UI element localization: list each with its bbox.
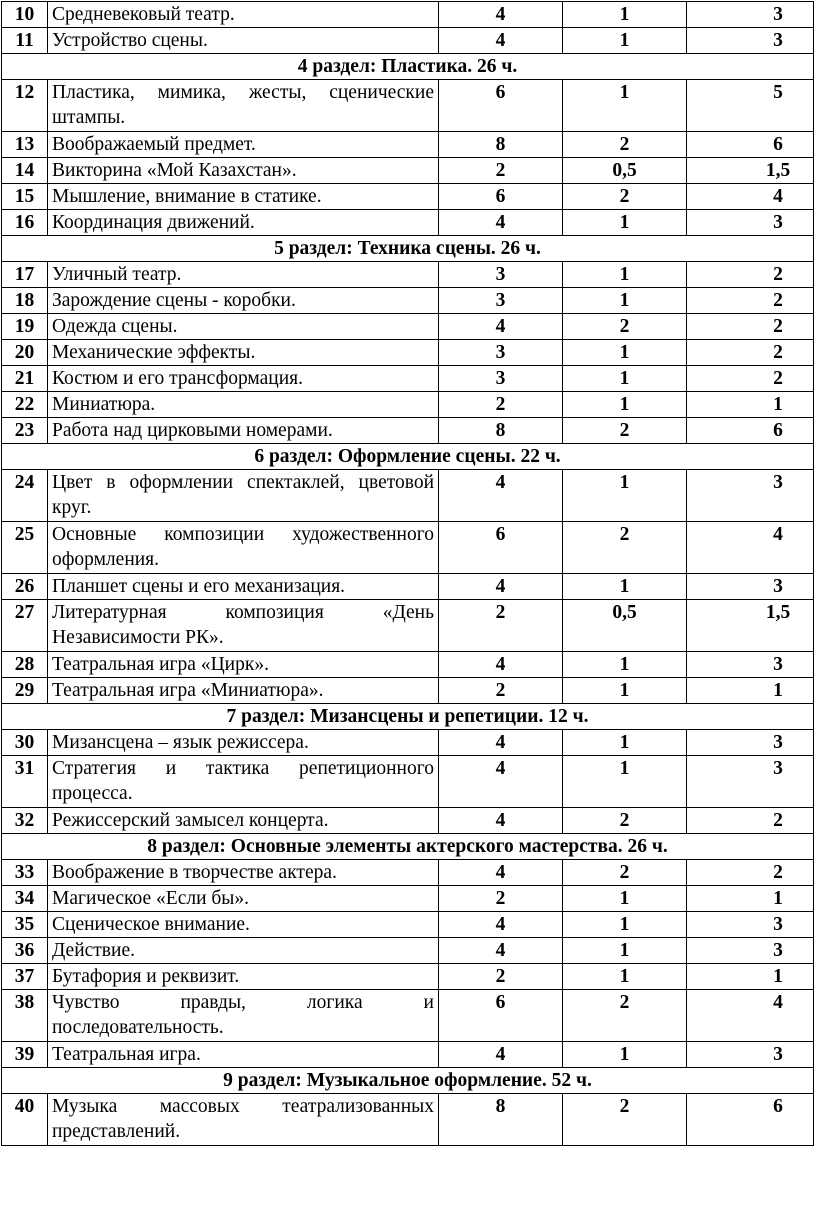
hours-theory: 1 — [563, 366, 687, 392]
hours-practice: 3 — [687, 470, 814, 522]
lesson-topic: Стратегия и тактика репетиционного процесса. — [48, 756, 439, 808]
lesson-topic: Основные композиции художественного оформления. — [48, 522, 439, 574]
hours-theory: 1 — [563, 1042, 687, 1068]
lesson-topic: Музыка массовых театрализованных представлений. — [48, 1094, 439, 1146]
lesson-number: 27 — [2, 600, 48, 652]
hours-total: 2 — [439, 392, 563, 418]
hours-theory: 1 — [563, 392, 687, 418]
hours-theory: 2 — [563, 132, 687, 158]
section-title: 9 раздел: Музыкальное оформление. 52 ч. — [2, 1068, 814, 1094]
lesson-topic: Театральная игра «Миниатюра». — [48, 678, 439, 704]
lesson-number: 23 — [2, 418, 48, 444]
lesson-number: 15 — [2, 184, 48, 210]
lesson-topic: Зарождение сцены - коробки. — [48, 288, 439, 314]
table-row — [2, 184, 814, 210]
hours-total: 4 — [439, 860, 563, 886]
hours-total: 6 — [439, 990, 563, 1042]
table-row — [2, 938, 814, 964]
hours-practice: 3 — [687, 912, 814, 938]
hours-practice: 4 — [687, 522, 814, 574]
lesson-topic: Одежда сцены. — [48, 314, 439, 340]
hours-practice: 5 — [687, 80, 814, 132]
lesson-number: 37 — [2, 964, 48, 990]
lesson-number: 39 — [2, 1042, 48, 1068]
lesson-number: 18 — [2, 288, 48, 314]
hours-theory: 1 — [563, 756, 687, 808]
hours-theory: 1 — [563, 652, 687, 678]
lesson-topic: Викторина «Мой Казахстан». — [48, 158, 439, 184]
hours-practice: 6 — [687, 132, 814, 158]
hours-practice: 4 — [687, 990, 814, 1042]
lesson-topic: Режиссерский замысел концерта. — [48, 808, 439, 834]
hours-theory: 1 — [563, 288, 687, 314]
hours-practice: 2 — [687, 808, 814, 834]
lesson-number: 36 — [2, 938, 48, 964]
lesson-topic: Миниатюра. — [48, 392, 439, 418]
hours-total: 4 — [439, 210, 563, 236]
hours-practice: 4 — [687, 184, 814, 210]
hours-total: 2 — [439, 600, 563, 652]
table-row — [2, 470, 814, 522]
lesson-topic: Координация движений. — [48, 210, 439, 236]
section-header-row — [2, 834, 814, 860]
hours-theory: 2 — [563, 314, 687, 340]
section-header-row — [2, 54, 814, 80]
table-row — [2, 912, 814, 938]
lesson-number: 24 — [2, 470, 48, 522]
lesson-number: 19 — [2, 314, 48, 340]
hours-total: 2 — [439, 158, 563, 184]
hours-total: 8 — [439, 1094, 563, 1146]
lesson-topic: Мизансцена – язык режиссера. — [48, 730, 439, 756]
table-row — [2, 366, 814, 392]
lesson-topic: Работа над цирковыми номерами. — [48, 418, 439, 444]
hours-practice: 2 — [687, 262, 814, 288]
lesson-number: 29 — [2, 678, 48, 704]
lesson-number: 20 — [2, 340, 48, 366]
table-row — [2, 730, 814, 756]
table-row — [2, 262, 814, 288]
hours-theory: 1 — [563, 938, 687, 964]
lesson-number: 31 — [2, 756, 48, 808]
hours-practice: 1 — [687, 392, 814, 418]
table-row — [2, 990, 814, 1042]
lesson-number: 14 — [2, 158, 48, 184]
hours-total: 4 — [439, 808, 563, 834]
table-row — [2, 522, 814, 574]
hours-practice: 2 — [687, 314, 814, 340]
table-row — [2, 964, 814, 990]
hours-practice: 6 — [687, 418, 814, 444]
table-row — [2, 158, 814, 184]
lesson-topic: Мышление, внимание в статике. — [48, 184, 439, 210]
hours-theory: 0,5 — [563, 158, 687, 184]
hours-theory: 1 — [563, 210, 687, 236]
lesson-number: 11 — [2, 28, 48, 54]
hours-practice: 1 — [687, 678, 814, 704]
hours-theory: 2 — [563, 522, 687, 574]
lesson-topic: Воображаемый предмет. — [48, 132, 439, 158]
lesson-topic: Уличный театр. — [48, 262, 439, 288]
hours-total: 3 — [439, 288, 563, 314]
lesson-topic: Воображение в творчестве актера. — [48, 860, 439, 886]
table-row — [2, 132, 814, 158]
lesson-topic: Действие. — [48, 938, 439, 964]
lesson-topic: Литературная композиция «День Независимости РК». — [48, 600, 439, 652]
hours-practice: 2 — [687, 860, 814, 886]
hours-theory: 1 — [563, 730, 687, 756]
lesson-number: 35 — [2, 912, 48, 938]
hours-total: 2 — [439, 678, 563, 704]
lesson-number: 30 — [2, 730, 48, 756]
lesson-number: 26 — [2, 574, 48, 600]
hours-practice: 1 — [687, 886, 814, 912]
table-row — [2, 574, 814, 600]
hours-total: 4 — [439, 938, 563, 964]
hours-theory: 1 — [563, 964, 687, 990]
hours-total: 6 — [439, 80, 563, 132]
table-row — [2, 28, 814, 54]
table-row — [2, 210, 814, 236]
hours-theory: 2 — [563, 860, 687, 886]
hours-theory: 2 — [563, 990, 687, 1042]
lesson-number: 10 — [2, 2, 48, 28]
section-title: 7 раздел: Мизансцены и репетиции. 12 ч. — [2, 704, 814, 730]
hours-theory: 1 — [563, 574, 687, 600]
hours-practice: 3 — [687, 730, 814, 756]
table-row — [2, 314, 814, 340]
hours-theory: 1 — [563, 80, 687, 132]
lesson-topic: Устройство сцены. — [48, 28, 439, 54]
lesson-topic: Механические эффекты. — [48, 340, 439, 366]
hours-total: 6 — [439, 522, 563, 574]
section-title: 4 раздел: Пластика. 26 ч. — [2, 54, 814, 80]
hours-total: 4 — [439, 2, 563, 28]
hours-practice: 3 — [687, 2, 814, 28]
table-row — [2, 678, 814, 704]
section-header-row — [2, 704, 814, 730]
section-title: 8 раздел: Основные элементы актерского мастерства. 26 ч. — [2, 834, 814, 860]
section-header-row — [2, 444, 814, 470]
hours-practice: 2 — [687, 340, 814, 366]
lesson-number: 34 — [2, 886, 48, 912]
hours-total: 4 — [439, 574, 563, 600]
hours-practice: 3 — [687, 1042, 814, 1068]
lesson-topic: Планшет сцены и его механизация. — [48, 574, 439, 600]
table-row — [2, 288, 814, 314]
hours-practice: 3 — [687, 938, 814, 964]
table-row — [2, 600, 814, 652]
lesson-topic: Магическое «Если бы». — [48, 886, 439, 912]
section-title: 5 раздел: Техника сцены. 26 ч. — [2, 236, 814, 262]
hours-total: 4 — [439, 912, 563, 938]
lesson-number: 33 — [2, 860, 48, 886]
lesson-topic: Бутафория и реквизит. — [48, 964, 439, 990]
lesson-topic: Пластика, мимика, жесты, сценические штампы. — [48, 80, 439, 132]
hours-practice: 1,5 — [687, 600, 814, 652]
hours-practice: 3 — [687, 574, 814, 600]
hours-theory: 0,5 — [563, 600, 687, 652]
hours-total: 3 — [439, 366, 563, 392]
hours-theory: 1 — [563, 678, 687, 704]
hours-total: 2 — [439, 886, 563, 912]
hours-theory: 2 — [563, 808, 687, 834]
hours-total: 8 — [439, 132, 563, 158]
hours-total: 4 — [439, 28, 563, 54]
hours-total: 4 — [439, 314, 563, 340]
hours-practice: 3 — [687, 756, 814, 808]
hours-theory: 1 — [563, 912, 687, 938]
table-row — [2, 808, 814, 834]
table-row — [2, 1042, 814, 1068]
table-row — [2, 340, 814, 366]
table-row — [2, 418, 814, 444]
lesson-topic: Средневековый театр. — [48, 2, 439, 28]
hours-practice: 3 — [687, 652, 814, 678]
table-row — [2, 652, 814, 678]
lesson-number: 40 — [2, 1094, 48, 1146]
hours-practice: 2 — [687, 288, 814, 314]
lesson-number: 21 — [2, 366, 48, 392]
lesson-number: 28 — [2, 652, 48, 678]
section-header-row — [2, 1068, 814, 1094]
curriculum-table-body — [2, 2, 814, 1146]
hours-theory: 1 — [563, 886, 687, 912]
lesson-topic: Театральная игра. — [48, 1042, 439, 1068]
lesson-number: 17 — [2, 262, 48, 288]
hours-total: 4 — [439, 1042, 563, 1068]
hours-practice: 3 — [687, 28, 814, 54]
curriculum-table — [1, 1, 814, 1146]
lesson-number: 32 — [2, 808, 48, 834]
hours-total: 4 — [439, 470, 563, 522]
table-row — [2, 80, 814, 132]
hours-theory: 2 — [563, 418, 687, 444]
hours-practice: 1 — [687, 964, 814, 990]
lesson-topic: Театральная игра «Цирк». — [48, 652, 439, 678]
hours-theory: 2 — [563, 1094, 687, 1146]
lesson-topic: Костюм и его трансформация. — [48, 366, 439, 392]
lesson-number: 25 — [2, 522, 48, 574]
hours-total: 4 — [439, 756, 563, 808]
hours-theory: 1 — [563, 262, 687, 288]
hours-theory: 1 — [563, 2, 687, 28]
hours-theory: 1 — [563, 470, 687, 522]
hours-total: 4 — [439, 730, 563, 756]
hours-theory: 1 — [563, 340, 687, 366]
lesson-number: 16 — [2, 210, 48, 236]
table-row — [2, 886, 814, 912]
lesson-number: 22 — [2, 392, 48, 418]
hours-total: 2 — [439, 964, 563, 990]
table-row — [2, 2, 814, 28]
table-row — [2, 756, 814, 808]
lesson-number: 12 — [2, 80, 48, 132]
section-title: 6 раздел: Оформление сцены. 22 ч. — [2, 444, 814, 470]
lesson-topic: Чувство правды, логика и последовательность. — [48, 990, 439, 1042]
hours-practice: 1,5 — [687, 158, 814, 184]
hours-total: 4 — [439, 652, 563, 678]
hours-practice: 2 — [687, 366, 814, 392]
table-row — [2, 1094, 814, 1146]
hours-practice: 6 — [687, 1094, 814, 1146]
table-row — [2, 392, 814, 418]
table-row — [2, 860, 814, 886]
lesson-topic: Цвет в оформлении спектаклей, цветовой круг. — [48, 470, 439, 522]
lesson-number: 38 — [2, 990, 48, 1042]
lesson-number: 13 — [2, 132, 48, 158]
hours-total: 6 — [439, 184, 563, 210]
section-header-row — [2, 236, 814, 262]
hours-theory: 2 — [563, 184, 687, 210]
hours-theory: 1 — [563, 28, 687, 54]
hours-total: 3 — [439, 262, 563, 288]
hours-total: 8 — [439, 418, 563, 444]
hours-practice: 3 — [687, 210, 814, 236]
hours-total: 3 — [439, 340, 563, 366]
lesson-topic: Сценическое внимание. — [48, 912, 439, 938]
